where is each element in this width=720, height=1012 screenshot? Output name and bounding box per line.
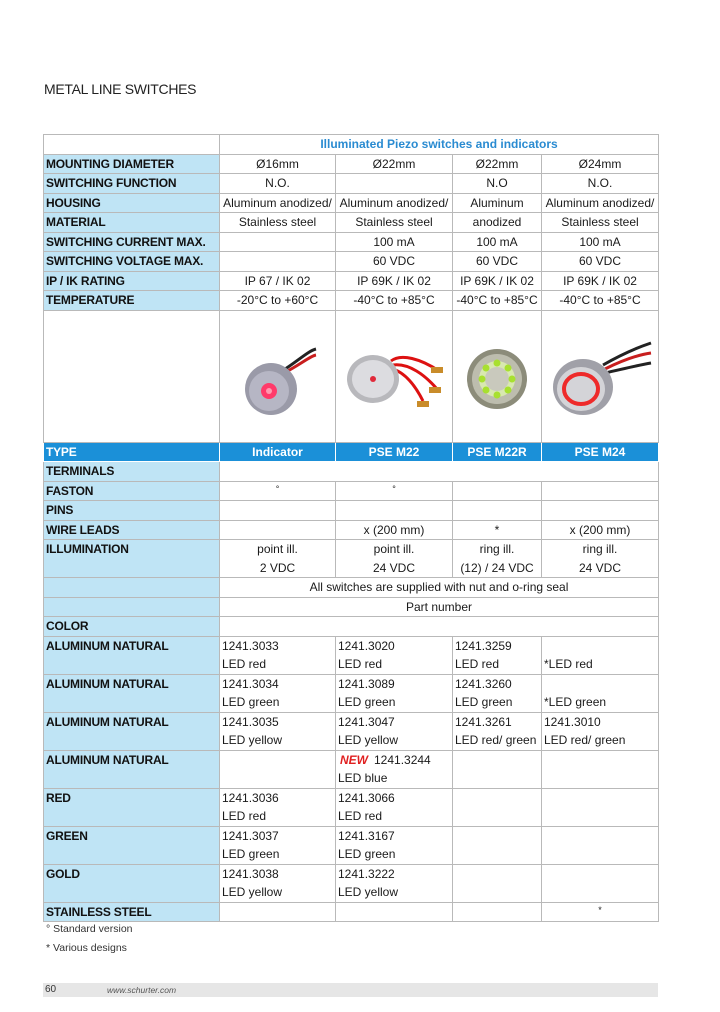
stainless-label: STAINLESS STEEL — [44, 902, 220, 922]
illumination-label: ILLUMINATION — [44, 540, 220, 578]
empty-cell — [220, 617, 659, 637]
illumination-voltage: 24 VDC — [336, 559, 453, 578]
part-number: 1241.3038 — [220, 864, 336, 883]
led-color — [453, 807, 542, 826]
part-number: 1241.3259 — [453, 636, 542, 655]
switch-image-icon — [545, 331, 655, 421]
spec-value: Ø16mm — [220, 154, 336, 174]
spec-value: Ø24mm — [542, 154, 659, 174]
part-number: 1241.3089 — [336, 674, 453, 693]
table-row — [44, 501, 659, 521]
led-color: LED yellow — [220, 883, 336, 902]
illumination-voltage: (12) / 24 VDC — [453, 559, 542, 578]
color-row-label: ALUMINUM NATURAL — [44, 674, 220, 712]
led-color: LED green — [220, 693, 336, 712]
spec-value: -40°C to +85°C — [453, 291, 542, 311]
footer-bar — [43, 983, 658, 997]
stainless-mark — [453, 902, 542, 922]
table-row — [44, 193, 659, 213]
part-number — [453, 864, 542, 883]
table-row — [44, 636, 659, 655]
table-row — [44, 597, 659, 617]
led-color: LED green — [220, 845, 336, 864]
spec-label: MATERIAL — [44, 213, 220, 233]
spec-value: Stainless steel — [542, 213, 659, 233]
table-row — [44, 442, 659, 462]
table-row — [44, 540, 659, 559]
illumination-type: point ill. — [220, 540, 336, 559]
banner-title: Illuminated Piezo switches and indicators — [220, 135, 659, 155]
part-number — [542, 788, 659, 807]
stainless-mark — [542, 902, 659, 922]
spec-value: N.O. — [542, 174, 659, 194]
footnote-various: * Various designs — [46, 942, 127, 954]
table-row — [44, 902, 659, 922]
table-row — [44, 232, 659, 252]
empty-cell — [220, 462, 659, 482]
table-row — [44, 154, 659, 174]
part-number: 1241.3167 — [336, 826, 453, 845]
led-color: LED blue — [336, 769, 453, 788]
product-image — [336, 310, 453, 442]
spec-value: Aluminum — [453, 193, 542, 213]
part-number — [542, 674, 659, 693]
illumination-type: ring ill. — [453, 540, 542, 559]
spec-value: 100 mA — [336, 232, 453, 252]
wire-leads-label: WIRE LEADS — [44, 520, 220, 540]
spec-value — [336, 174, 453, 194]
led-color: LED yellow — [220, 731, 336, 750]
empty-cell — [336, 501, 453, 521]
color-row-label: GOLD — [44, 864, 220, 902]
spec-value: N.O. — [220, 174, 336, 194]
table-row — [44, 712, 659, 731]
pins-label: PINS — [44, 501, 220, 521]
switch-image-icon — [457, 331, 537, 421]
mark: ° — [275, 483, 280, 494]
page-title: METAL LINE SWITCHES — [44, 81, 197, 97]
stainless-mark — [336, 902, 453, 922]
spec-value: 100 mA — [542, 232, 659, 252]
spec-value: IP 69K / IK 02 — [542, 271, 659, 291]
part-number: 1241.3261 — [453, 712, 542, 731]
part-number: 1241.3066 — [336, 788, 453, 807]
part-number: 1241.3047 — [336, 712, 453, 731]
empty-cell — [220, 501, 336, 521]
part-number — [542, 864, 659, 883]
led-color — [542, 845, 659, 864]
color-row-label: ALUMINUM NATURAL — [44, 750, 220, 788]
table-row — [44, 252, 659, 272]
part-number: 1241.3035 — [220, 712, 336, 731]
led-color — [453, 883, 542, 902]
part-number: 1241.3020 — [336, 636, 453, 655]
part-number — [453, 826, 542, 845]
terminals-label: TERMINALS — [44, 462, 220, 482]
table-row — [44, 310, 659, 442]
mark: ° — [392, 483, 396, 494]
spec-value: IP 69K / IK 02 — [336, 271, 453, 291]
part-number: 1241.3037 — [220, 826, 336, 845]
spec-label: SWITCHING FUNCTION — [44, 174, 220, 194]
supplied-note: All switches are supplied with nut and o-ring seal — [220, 578, 659, 598]
type-value: PSE M22R — [453, 442, 542, 462]
faston-mark — [336, 481, 453, 501]
part-number-header: Part number — [220, 597, 659, 617]
wire-leads-value: x (200 mm) — [542, 520, 659, 540]
led-color: *LED green — [542, 693, 659, 712]
table-row — [44, 174, 659, 194]
spec-value — [220, 252, 336, 272]
faston-label: FASTON — [44, 481, 220, 501]
spec-value: N.O — [453, 174, 542, 194]
spec-value: Aluminum anodized/ — [220, 193, 336, 213]
spec-value: -20°C to +60°C — [220, 291, 336, 311]
spec-value: Stainless steel — [336, 213, 453, 233]
switch-image-icon — [339, 331, 449, 421]
led-color: LED yellow — [336, 883, 453, 902]
led-color — [542, 769, 659, 788]
spec-table — [43, 134, 659, 922]
led-color: LED red — [453, 655, 542, 674]
spec-value: IP 69K / IK 02 — [453, 271, 542, 291]
mark: * — [598, 904, 602, 915]
spec-value: IP 67 / IK 02 — [220, 271, 336, 291]
wire-leads-value — [220, 520, 336, 540]
type-value: PSE M22 — [336, 442, 453, 462]
part-number — [542, 636, 659, 655]
spec-label: TEMPERATURE — [44, 291, 220, 311]
table-row — [44, 617, 659, 637]
table-row — [44, 213, 659, 233]
illumination-type: point ill. — [336, 540, 453, 559]
led-color: *LED red — [542, 655, 659, 674]
led-color: LED red — [220, 807, 336, 826]
spec-label: IP / IK RATING — [44, 271, 220, 291]
spec-value: 60 VDC — [336, 252, 453, 272]
product-image — [542, 310, 659, 442]
part-number: 1241.3010 — [542, 712, 659, 731]
spec-value: anodized — [453, 213, 542, 233]
led-color — [542, 883, 659, 902]
spec-label: SWITCHING CURRENT MAX. — [44, 232, 220, 252]
footnote-standard: ° Standard version — [46, 923, 133, 935]
spec-value: Stainless steel — [220, 213, 336, 233]
table-row — [44, 462, 659, 482]
table-row — [44, 481, 659, 501]
type-label: TYPE — [44, 442, 220, 462]
part-number — [220, 750, 336, 769]
led-color — [542, 807, 659, 826]
spec-value — [220, 232, 336, 252]
part-number — [336, 750, 453, 769]
product-image — [453, 310, 542, 442]
table-row — [44, 291, 659, 311]
color-label: COLOR — [44, 617, 220, 637]
empty-cell — [44, 135, 220, 155]
color-row-label: GREEN — [44, 826, 220, 864]
spec-label: SWITCHING VOLTAGE MAX. — [44, 252, 220, 272]
spec-value: Aluminum anodized/ — [336, 193, 453, 213]
led-color: LED green — [453, 693, 542, 712]
part-number: 1241.3036 — [220, 788, 336, 807]
type-value: Indicator — [220, 442, 336, 462]
empty-cell — [453, 501, 542, 521]
color-row-label: ALUMINUM NATURAL — [44, 712, 220, 750]
illumination-voltage: 24 VDC — [542, 559, 659, 578]
table-row — [44, 520, 659, 540]
spec-label: HOUSING — [44, 193, 220, 213]
footer-url: www.schurter.com — [107, 985, 177, 995]
spec-value: 100 mA — [453, 232, 542, 252]
led-color: LED red — [336, 807, 453, 826]
spec-value: Aluminum anodized/ — [542, 193, 659, 213]
switch-image-icon — [238, 331, 318, 421]
empty-cell — [44, 597, 220, 617]
empty-cell — [542, 501, 659, 521]
led-color — [453, 769, 542, 788]
led-color: LED red — [336, 655, 453, 674]
faston-mark — [453, 481, 542, 501]
led-color — [220, 769, 336, 788]
faston-mark — [542, 481, 659, 501]
led-color — [453, 845, 542, 864]
table-row — [44, 674, 659, 693]
part-number — [542, 750, 659, 769]
table-row — [44, 826, 659, 845]
led-color: LED green — [336, 693, 453, 712]
led-color: LED red/ green — [453, 731, 542, 750]
part-number-text: 1241.3244 — [374, 752, 431, 767]
color-row-label: RED — [44, 788, 220, 826]
spec-value: Ø22mm — [336, 154, 453, 174]
spec-value: -40°C to +85°C — [336, 291, 453, 311]
color-row-label: ALUMINUM NATURAL — [44, 636, 220, 674]
product-image — [220, 310, 336, 442]
type-value: PSE M24 — [542, 442, 659, 462]
faston-mark — [220, 481, 336, 501]
part-number: 1241.3034 — [220, 674, 336, 693]
led-color: LED red — [220, 655, 336, 674]
led-color: LED green — [336, 845, 453, 864]
part-number — [453, 788, 542, 807]
spec-value: -40°C to +85°C — [542, 291, 659, 311]
led-color: LED yellow — [336, 731, 453, 750]
table-row — [44, 750, 659, 769]
led-color: LED red/ green — [542, 731, 659, 750]
illumination-voltage: 2 VDC — [220, 559, 336, 578]
empty-cell — [44, 578, 220, 598]
spec-value: 60 VDC — [453, 252, 542, 272]
page-number: 60 — [45, 984, 57, 995]
stainless-mark — [220, 902, 336, 922]
table-row — [44, 578, 659, 598]
table-row — [44, 788, 659, 807]
part-number: 1241.3033 — [220, 636, 336, 655]
table-row — [44, 864, 659, 883]
part-number — [453, 750, 542, 769]
wire-leads-value: * — [453, 520, 542, 540]
empty-cell — [44, 310, 220, 442]
spec-value: 60 VDC — [542, 252, 659, 272]
wire-leads-value: x (200 mm) — [336, 520, 453, 540]
table-row — [44, 135, 659, 155]
part-number: 1241.3260 — [453, 674, 542, 693]
spec-label: MOUNTING DIAMETER — [44, 154, 220, 174]
part-number: 1241.3222 — [336, 864, 453, 883]
illumination-type: ring ill. — [542, 540, 659, 559]
part-number — [542, 826, 659, 845]
new-badge: NEW — [340, 752, 368, 767]
table-row — [44, 271, 659, 291]
spec-value: Ø22mm — [453, 154, 542, 174]
